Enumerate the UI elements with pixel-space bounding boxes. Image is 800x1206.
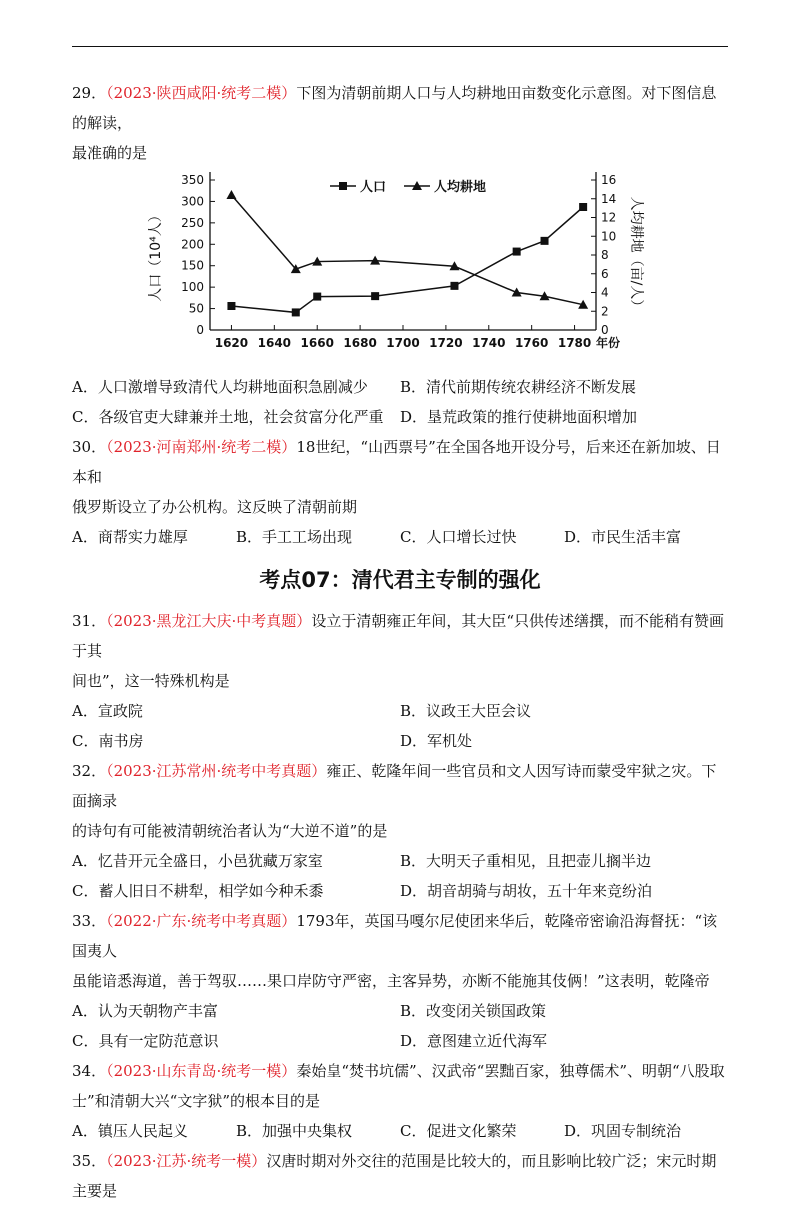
series-1-point xyxy=(371,292,379,300)
page-content xyxy=(72,78,728,1206)
header-rule xyxy=(72,46,728,47)
x-tick-label: 1740 xyxy=(472,336,506,350)
y-tick-label-right: 16 xyxy=(601,173,617,187)
y-tick-label-left: 150 xyxy=(181,258,204,273)
options-29-row1 xyxy=(72,372,728,402)
question-stem-cont: 俄罗斯设立了办公机构。这反映了清朝前期 xyxy=(72,498,358,516)
y-tick-label-left: 300 xyxy=(181,194,204,209)
question-stem: 1793年，英国马嘎尔尼使团来华后，乾隆帝密谕沿海督抚：“该国夷人 xyxy=(72,912,718,960)
y-tick-label-left: 350 xyxy=(181,173,204,187)
question-stem-cont: 间也”，这一特殊机构是 xyxy=(72,672,230,690)
question-stem: 雍正、乾隆年间一些官员和文人因写诗而蒙受牢狱之灾。下面摘录 xyxy=(72,762,717,810)
option-c[interactable]: C．具有一定防范意识 xyxy=(72,1032,219,1050)
legend-label-1: 人口 xyxy=(360,180,387,195)
question-stem-cont: 士”和清朝大兴“文字狱”的根本目的是 xyxy=(72,1092,321,1110)
series-1-point xyxy=(579,203,587,211)
question-number: 32． xyxy=(72,762,107,780)
y-axis-label-right: 人均耕地（亩/人） xyxy=(628,196,644,314)
chart-svg xyxy=(72,170,728,368)
question-number: 29． xyxy=(72,84,107,102)
options-33-row1 xyxy=(72,996,728,1026)
y-tick-label-right: 4 xyxy=(601,285,609,300)
option-b[interactable]: B．清代前期传统农耕经济不断发展 xyxy=(400,378,637,396)
options-33-row2 xyxy=(72,1026,728,1056)
question-source: （2023·江苏·统考一模） xyxy=(106,1152,267,1170)
option-b[interactable]: B．议政王大臣会议 xyxy=(400,702,532,720)
y-tick-label-right: 6 xyxy=(601,266,609,281)
option-d[interactable]: D．意图建立近代海军 xyxy=(400,1032,548,1050)
y-tick-label-left: 0 xyxy=(196,323,204,337)
question-32 xyxy=(72,756,728,846)
y-tick-label-left: 250 xyxy=(181,215,204,230)
y-tick-label-left: 50 xyxy=(188,301,204,316)
question-29 xyxy=(72,78,728,168)
question-stem-cont: 的诗句有可能被清朝统治者认为“大逆不道”的是 xyxy=(72,822,388,840)
options-34 xyxy=(72,1116,728,1146)
y-tick-label-right: 0 xyxy=(601,323,609,337)
options-32-row2 xyxy=(72,876,728,906)
option-b[interactable]: B．加强中央集权 xyxy=(236,1122,353,1140)
x-tick-label: 1660 xyxy=(300,336,334,350)
y-tick-label-right: 10 xyxy=(601,229,617,244)
population-farmland-chart xyxy=(72,170,728,368)
x-tick-label: 1680 xyxy=(343,336,377,350)
series-line-2 xyxy=(231,195,583,305)
question-number: 33． xyxy=(72,912,107,930)
question-stem: 下图为清朝前期人口与人均耕地田亩数变化示意图。对下图信息的解读， xyxy=(72,84,717,132)
option-b[interactable]: B．改变闭关锁国政策 xyxy=(400,1002,547,1020)
y-tick-label-right: 2 xyxy=(601,304,609,319)
series-1-point xyxy=(513,248,521,256)
question-source: （2022·广东·统考中考真题） xyxy=(106,912,297,930)
x-tick-label: 1620 xyxy=(214,336,249,350)
question-35 xyxy=(72,1146,728,1206)
question-30 xyxy=(72,432,728,522)
y-tick-label-right: 12 xyxy=(601,210,617,225)
option-c[interactable]: C．人口增长过快 xyxy=(400,528,517,546)
option-a[interactable]: A．认为天朝物产丰富 xyxy=(72,1002,218,1020)
question-31 xyxy=(72,606,728,696)
section-title: 考点07：清代君主专制的强化 xyxy=(259,568,541,592)
x-tick-label: 1760 xyxy=(514,336,549,350)
option-d[interactable]: D．胡音胡骑与胡妆，五十年来竞纷泊 xyxy=(400,882,653,900)
question-number: 34． xyxy=(72,1062,107,1080)
option-c[interactable]: C．促进文化繁荣 xyxy=(400,1122,517,1140)
options-32-row1 xyxy=(72,846,728,876)
option-d[interactable]: D．市民生活丰富 xyxy=(564,528,682,546)
question-stem-cont: 虽能谙悉海道，善于驾驭……果口岸防守严密，主客异势，亦断不能施其伎俩！”这表明，乾隆帝 xyxy=(72,972,710,990)
option-d[interactable]: D．垦荒政策的推行使耕地面积增加 xyxy=(400,408,638,426)
question-stem: 秦始皇“焚书坑儒”、汉武帝“罢黜百家，独尊儒术”、明朝“八股取 xyxy=(296,1062,725,1080)
question-source: （2023·黑龙江大庆·中考真题） xyxy=(106,612,312,630)
question-33 xyxy=(72,906,728,996)
question-number: 31． xyxy=(72,612,107,630)
question-stem: 18世纪，“山西票号”在全国各地开设分号，后来还在新加坡、日本和 xyxy=(72,438,721,486)
x-tick-label: 1700 xyxy=(386,336,420,350)
series-2-point xyxy=(512,288,522,297)
x-tick-label: 1720 xyxy=(429,336,463,350)
question-source: （2023·山东青岛·统考一模） xyxy=(106,1062,297,1080)
question-number: 30． xyxy=(72,438,107,456)
question-stem-cont: 最准确的是 xyxy=(72,144,148,162)
legend-marker-1 xyxy=(339,182,347,190)
series-1-point xyxy=(292,308,300,316)
legend-label-2: 人均耕地 xyxy=(434,180,487,195)
options-30 xyxy=(72,522,728,552)
y-tick-label-right: 8 xyxy=(601,248,609,262)
series-1-point xyxy=(227,302,235,310)
options-29-row2 xyxy=(72,402,728,432)
series-2-point xyxy=(226,190,236,199)
series-1-point xyxy=(450,282,458,290)
x-tick-label: 1640 xyxy=(257,336,292,350)
option-c[interactable]: C．蓄人旧日不耕犁，相学如今种禾黍 xyxy=(72,882,324,900)
options-31-row1 xyxy=(72,696,728,726)
option-d[interactable]: D．军机处 xyxy=(400,732,473,750)
series-1-point xyxy=(541,237,549,245)
option-c[interactable]: C．南书房 xyxy=(72,732,144,750)
question-number: 35． xyxy=(72,1152,107,1170)
y-tick-label-left: 200 xyxy=(181,237,204,252)
question-stem: 汉唐时期对外交往的范围是比较大的，而且影响比较广泛；宋元时期主要是 xyxy=(72,1152,717,1200)
question-stem: 设立于清朝雍正年间，其大臣“只供传述缮撰，而不能稍有赞画于其 xyxy=(72,612,724,660)
option-a[interactable]: A．忆昔开元全盛日，小邑犹藏万家室 xyxy=(72,852,323,870)
y-tick-label-right: 14 xyxy=(601,191,617,206)
option-a[interactable]: A．镇压人民起义 xyxy=(72,1122,188,1140)
options-31-row2 xyxy=(72,726,728,756)
series-1-point xyxy=(313,293,321,301)
question-source: （2023·江苏常州·统考中考真题） xyxy=(106,762,327,780)
option-a[interactable]: A．人口激增导致清代人均耕地面积急剧减少 xyxy=(72,378,368,396)
option-a[interactable]: A．宣政院 xyxy=(72,702,143,720)
option-a[interactable]: A．商帮实力雄厚 xyxy=(72,528,188,546)
option-c[interactable]: C．各级官吏大肆兼并土地，社会贫富分化严重 xyxy=(72,408,384,426)
x-unit-label: 年份 xyxy=(595,336,621,350)
y-tick-label-left: 100 xyxy=(181,280,204,295)
option-b[interactable]: B．大明天子重相见，且把壶儿搁半边 xyxy=(400,852,652,870)
question-source: （2023·河南郑州·统考二模） xyxy=(106,438,297,456)
option-d[interactable]: D．巩固专制统治 xyxy=(564,1122,682,1140)
y-axis-label-left: 人口（10⁴人） xyxy=(148,208,164,302)
question-source: （2023·陕西咸阳·统考二模） xyxy=(106,84,297,102)
question-34 xyxy=(72,1056,728,1116)
option-b[interactable]: B．手工工场出现 xyxy=(236,528,353,546)
x-tick-label: 1780 xyxy=(557,336,592,350)
series-line-1 xyxy=(231,207,583,312)
